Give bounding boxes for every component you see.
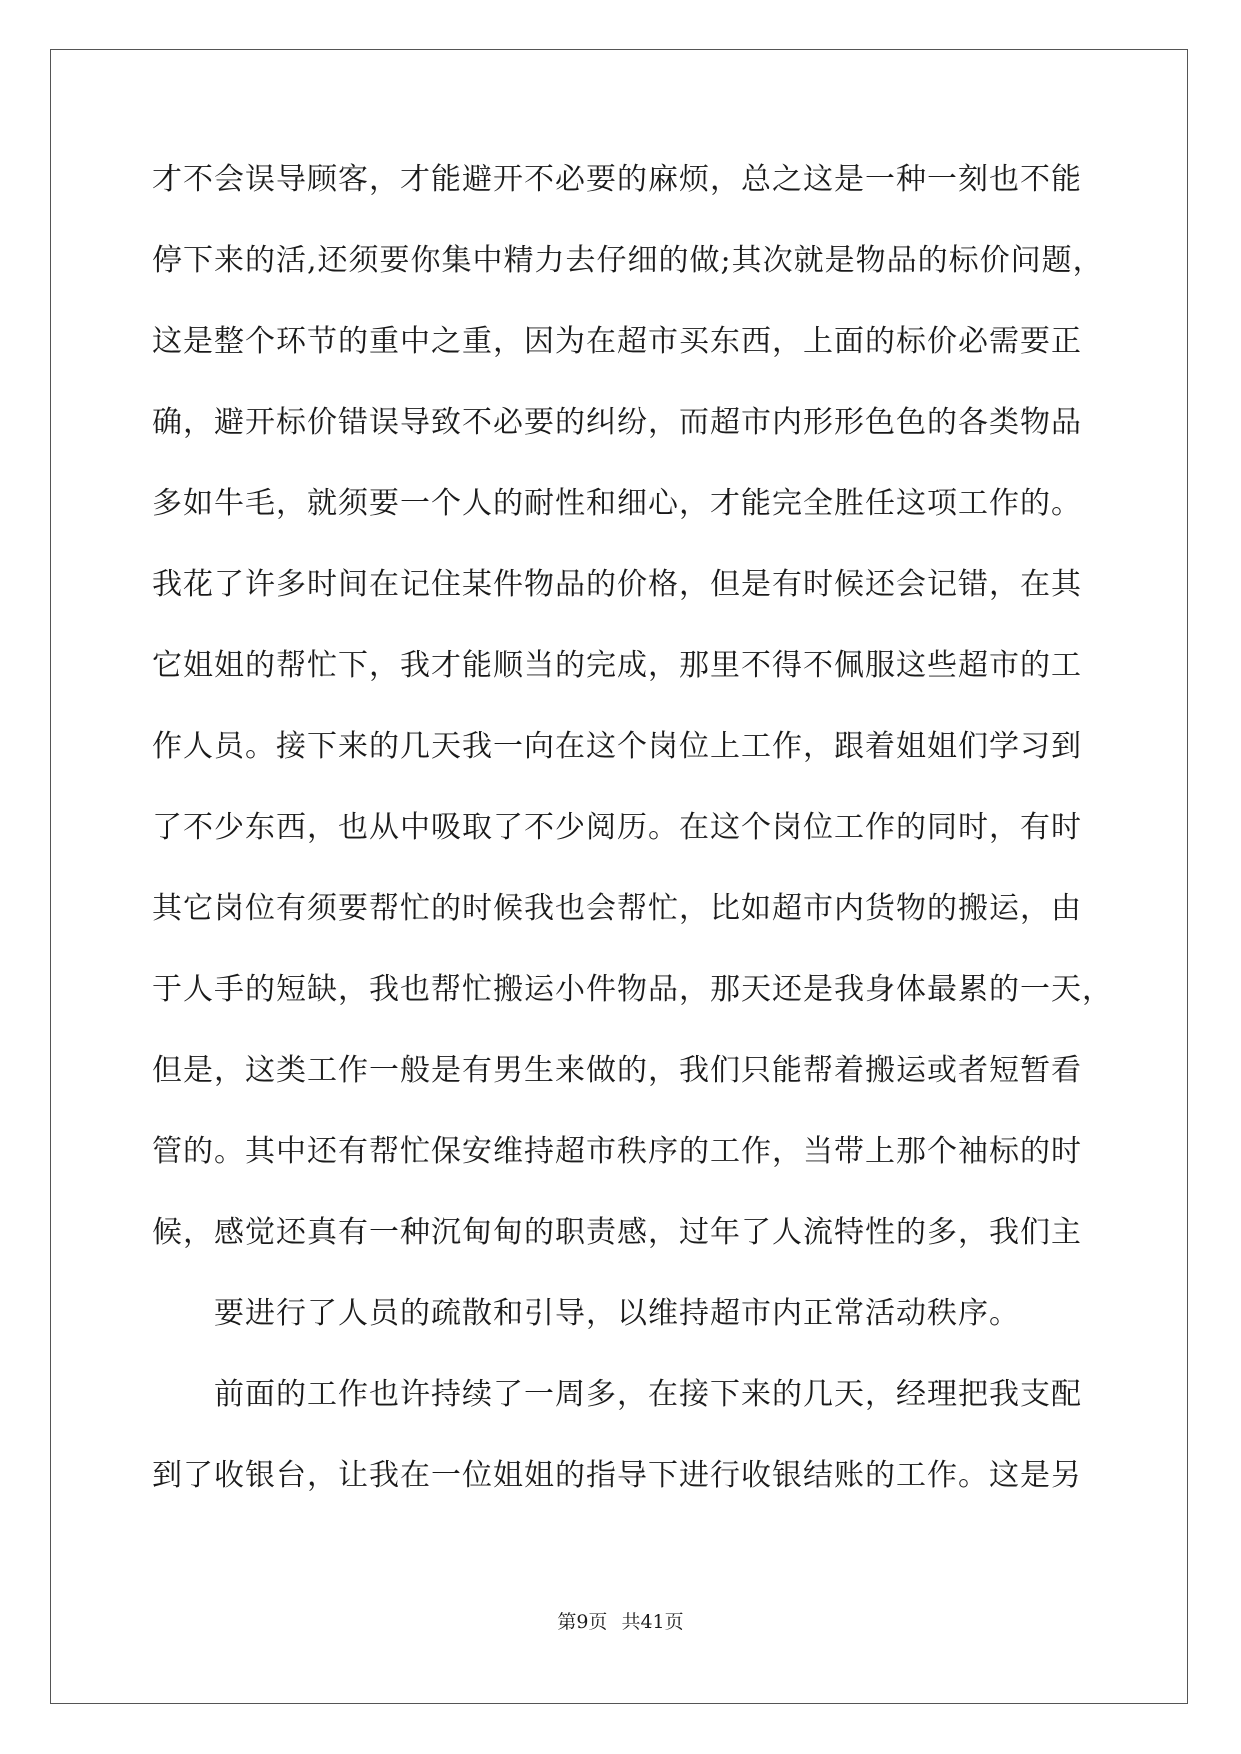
text-line: 我花了许多时间在记住某件物品的价格，但是有时候还会记错，在其 xyxy=(152,567,1082,602)
text-line: 要进行了人员的疏散和引导，以维持超市内正常活动秩序。 xyxy=(214,1296,1020,1331)
page-footer xyxy=(0,1610,1241,1634)
text-line: 于人手的短缺，我也帮忙搬运小件物品，那天还是我身体最累的一天， xyxy=(152,972,1113,1007)
text-line: 候，感觉还真有一种沉甸甸的职责感，过年了人流特性的多，我们主 xyxy=(152,1215,1082,1250)
document-body xyxy=(152,162,1113,1542)
text-line: 确，避开标价错误导致不必要的纠纷，而超市内形形色色的各类物品 xyxy=(152,405,1082,440)
text-line: 作人员。接下来的几天我一向在这个岗位上工作，跟着姐姐们学习到 xyxy=(152,729,1082,764)
text-line: 管的。其中还有帮忙保安维持超市秩序的工作，当带上那个袖标的时 xyxy=(152,1134,1082,1169)
text-line: 多如牛毛，就须要一个人的耐性和细心，才能完全胜任这项工作的。 xyxy=(152,486,1082,521)
paragraph-start-line: 前面的工作也许持续了一周多，在接下来的几天，经理把我支配 xyxy=(214,1377,1082,1412)
page-total: 共41页 xyxy=(621,1611,684,1633)
text-line: 才不会误导顾客，才能避开不必要的麻烦，总之这是一种一刻也不能 xyxy=(152,162,1082,197)
text-line: 到了收银台，让我在一位姐姐的指导下进行收银结账的工作。这是另 xyxy=(152,1458,1082,1493)
text-line: 其它岗位有须要帮忙的时候我也会帮忙，比如超市内货物的搬运，由 xyxy=(152,891,1082,926)
text-line: 这是整个环节的重中之重，因为在超市买东西，上面的标价必需要正 xyxy=(152,324,1082,359)
text-line: 但是，这类工作一般是有男生来做的，我们只能帮着搬运或者短暂看 xyxy=(152,1053,1082,1088)
text-line: 停下来的活,还须要你集中精力去仔细的做;其次就是物品的标价问题， xyxy=(152,243,1104,278)
page-number: 第9页 xyxy=(557,1611,608,1633)
text-line: 它姐姐的帮忙下，我才能顺当的完成，那里不得不佩服这些超市的工 xyxy=(152,648,1082,683)
text-line: 了不少东西，也从中吸取了不少阅历。在这个岗位工作的同时，有时 xyxy=(152,810,1082,845)
